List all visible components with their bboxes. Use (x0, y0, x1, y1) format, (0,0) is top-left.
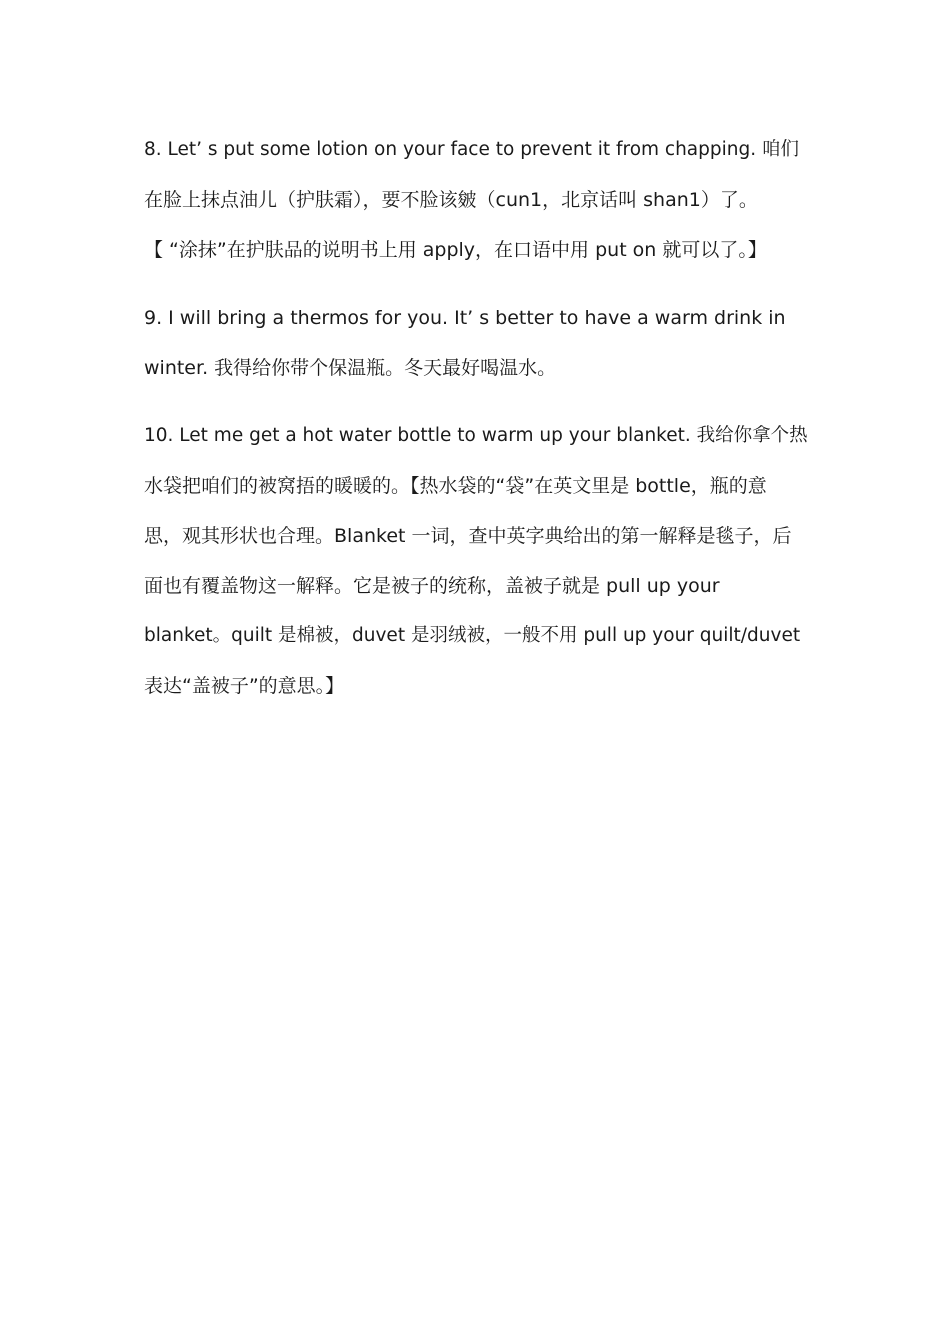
paragraph-line: 【 “涂抹”在护肤品的说明书上用 apply，在口语中用 put on 就可以了。】 (144, 239, 767, 261)
paragraph-line: winter. 我得给你带个保温瓶。冬天最好喝温水。 (144, 357, 557, 379)
paragraph-line: 面也有覆盖物这一解释。它是被子的统称，盖被子就是 pull up your (144, 575, 720, 597)
paragraph-line: blanket。quilt 是棉被，duvet 是羽绒被，一般不用 pull up your quilt/duvet (144, 625, 801, 646)
paragraph-spacer (144, 393, 810, 411)
paragraph-line: 表达“盖被子”的意思。】 (144, 675, 345, 697)
paragraph-line: 8. Let’ s put some lotion on your face to prevent it from chapping. 咱们 (144, 139, 799, 160)
paragraph-spacer (144, 275, 810, 293)
document-body (144, 125, 810, 711)
paragraph-9 (144, 293, 810, 393)
paragraph-line: 10. Let me get a hot water bottle to warm up your blanket. 我给你拿个热 (144, 425, 808, 446)
paragraph-line: 水袋把咱们的被窝捂的暖暖的。【热水袋的“袋”在英文里是 bottle，瓶的意 (144, 475, 767, 497)
paragraph-line: 在脸上抹点油儿（护肤霜），要不脸该皴（cun1，北京话叫 shan1）了。 (144, 189, 758, 211)
paragraph-8 (144, 125, 810, 275)
paragraph-line: 9. I will bring a thermos for you. It’ s better to have a warm drink in (144, 307, 786, 329)
paragraph-line: 思，观其形状也合理。Blanket 一词，查中英字典给出的第一解释是毯子，后 (144, 525, 792, 547)
paragraph-10 (144, 411, 810, 711)
